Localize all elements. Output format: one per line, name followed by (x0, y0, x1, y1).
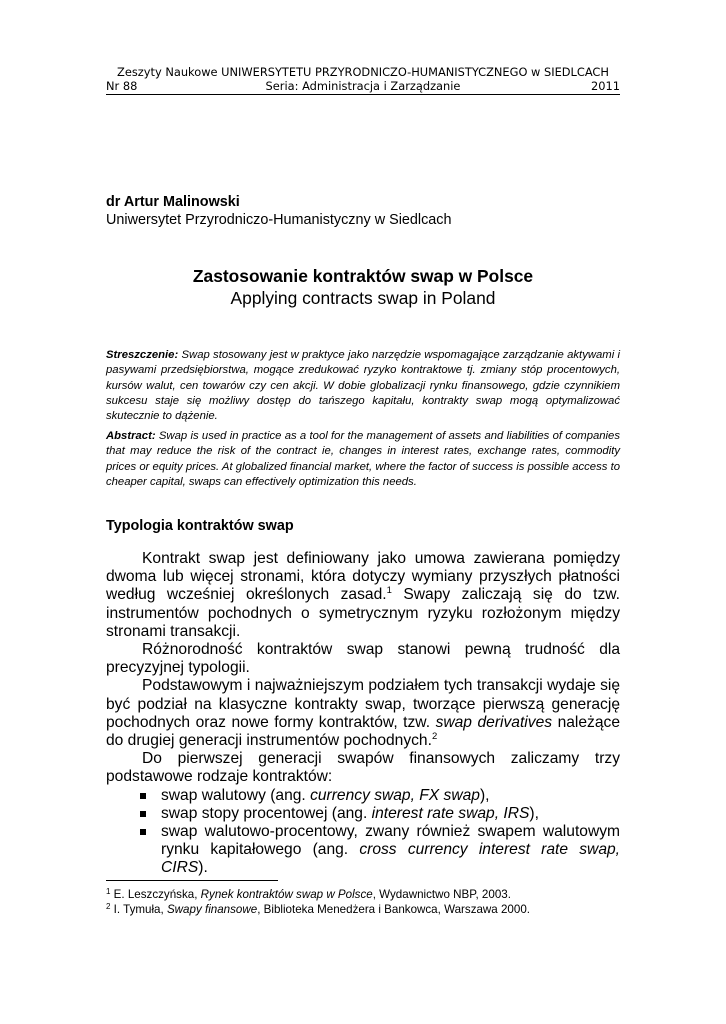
title-polish: Zastosowanie kontraktów swap w Polsce (192, 266, 534, 286)
issue-number: Nr 88 (106, 79, 138, 93)
list-item (161, 823, 620, 878)
section-heading: Typologia kontraktów swap (106, 518, 294, 534)
author-affiliation: Uniwersytet Przyrodniczo-Humanistyczny w Siedlcach (106, 212, 452, 228)
author-name: dr Artur Malinowski (106, 194, 240, 210)
series-name: Seria: Administracja i Zarządzanie (265, 79, 461, 93)
body-text (106, 550, 620, 878)
footnote-text: E. Leszczyńska, (110, 888, 201, 901)
running-header (106, 79, 620, 93)
footnote (106, 888, 620, 902)
abstract-english-text: Swap is used in practice as a tool for the management of assets and liabilities of companies that may reduce the risk of the contract ie, changes in interest rates, exchange rates, commodity prices or equity prices. At globalized financial market, where the factor of success is possible access to cheaper capital, swaps can effectively optimization this needs. (106, 430, 620, 488)
footnote (106, 903, 620, 917)
square-bullet-icon (140, 829, 146, 835)
list-item (161, 805, 620, 823)
list-item-text: swap stopy procentowej (ang. (161, 804, 372, 822)
list-item-text: swap walutowy (ang. (161, 786, 311, 804)
abstract-polish-text: Swap stosowany jest w praktyce jako narzędzie wspomagające zarządzanie aktywami i pasywami przedsiębiorstwa, mogące zredukować ryzyko kontraktowe tj. zmiany stóp procentowych, kursów walut, cen towarów czy cen akcji. W dobie globalizacji rynku finansowego, gdzie czynnikiem sukcesu staje się możliwy dostęp do tańszego kapitału, kontrakty swap mogą optymalizować skutecznie to dążenie. (106, 349, 620, 423)
square-bullet-icon (140, 793, 146, 799)
paragraph-text: należące do drugiej generacji instrumentów pochodnych. (106, 713, 620, 750)
abstract-polish (106, 348, 620, 424)
paragraph-text: Podstawowym i najważniejszym podziałem tych transakcji wydaje się być podział na klasyczne kontrakty swap, tworzące pierwszą generację pochodnych oraz nowe formy kontraktów, tzw. (106, 677, 620, 731)
paragraph-text: Kontrakt swap jest definiowany jako umowa zawierana pomiędzy dwoma lub więcej stronami, która dotyczy wymiany przyszłych płatności według wcześniej określonych zasad. (106, 550, 620, 604)
footnote-text: , Biblioteka Menedżera i Bankowca, Warszawa 2000. (257, 903, 530, 916)
footnote-ref: 2 (431, 731, 438, 743)
publication-year: 2011 (591, 79, 620, 93)
list-item (161, 787, 620, 805)
footnote-rule (106, 880, 278, 881)
bullet-list (106, 787, 620, 878)
paragraph: Różnorodność kontraktów swap stanowi pewną trudność dla precyzyjnej typologii. (106, 641, 620, 677)
emphasis: Rynek kontraktów swap w Polsce (200, 888, 373, 901)
abstract-polish-label: Streszczenie: (106, 349, 179, 361)
paragraph (106, 550, 620, 641)
paragraph: Do pierwszej generacji swapów finansowych zaliczamy trzy podstawowe rodzaje kontraktów: (106, 750, 620, 786)
paragraph-text: Swapy zaliczają się do tzw. instrumentów pochodnych o symetrycznym ryzyku rozłożonym między stronami transakcji. (106, 586, 620, 640)
list-item-text: ), (529, 804, 539, 822)
paragraph (106, 677, 620, 750)
abstract-english-label: Abstract: (106, 430, 156, 442)
footnote-text: I. Tymuła, (110, 903, 167, 916)
list-item-text: ), (479, 786, 490, 804)
title-english: Applying contracts swap in Poland (230, 288, 496, 308)
journal-title: Zeszyty Naukowe UNIWERSYTETU PRZYRODNICZO-HUMANISTYCZNEGO w SIEDLCACH (117, 65, 609, 79)
list-item-text: swap walutowo-procentowy, zwany również swapem walutowym rynku kapitałowego (ang. (161, 823, 620, 859)
emphasis: swap derivatives (435, 713, 553, 731)
list-item-text: ). (198, 859, 208, 877)
header-rule (106, 94, 620, 95)
footnote-number: 2 (106, 902, 111, 911)
emphasis: Swapy finansowe (166, 903, 258, 916)
emphasis: currency swap, FX swap (310, 786, 480, 804)
emphasis: cross currency interest rate swap, CIRS (161, 841, 620, 877)
footnote-number: 1 (106, 887, 111, 896)
square-bullet-icon (140, 811, 146, 817)
footnote-ref: 1 (386, 585, 392, 597)
footnote-text: , Wydawnictwo NBP, 2003. (372, 888, 511, 901)
emphasis: interest rate swap, IRS (371, 804, 530, 822)
abstract-english (106, 429, 620, 490)
